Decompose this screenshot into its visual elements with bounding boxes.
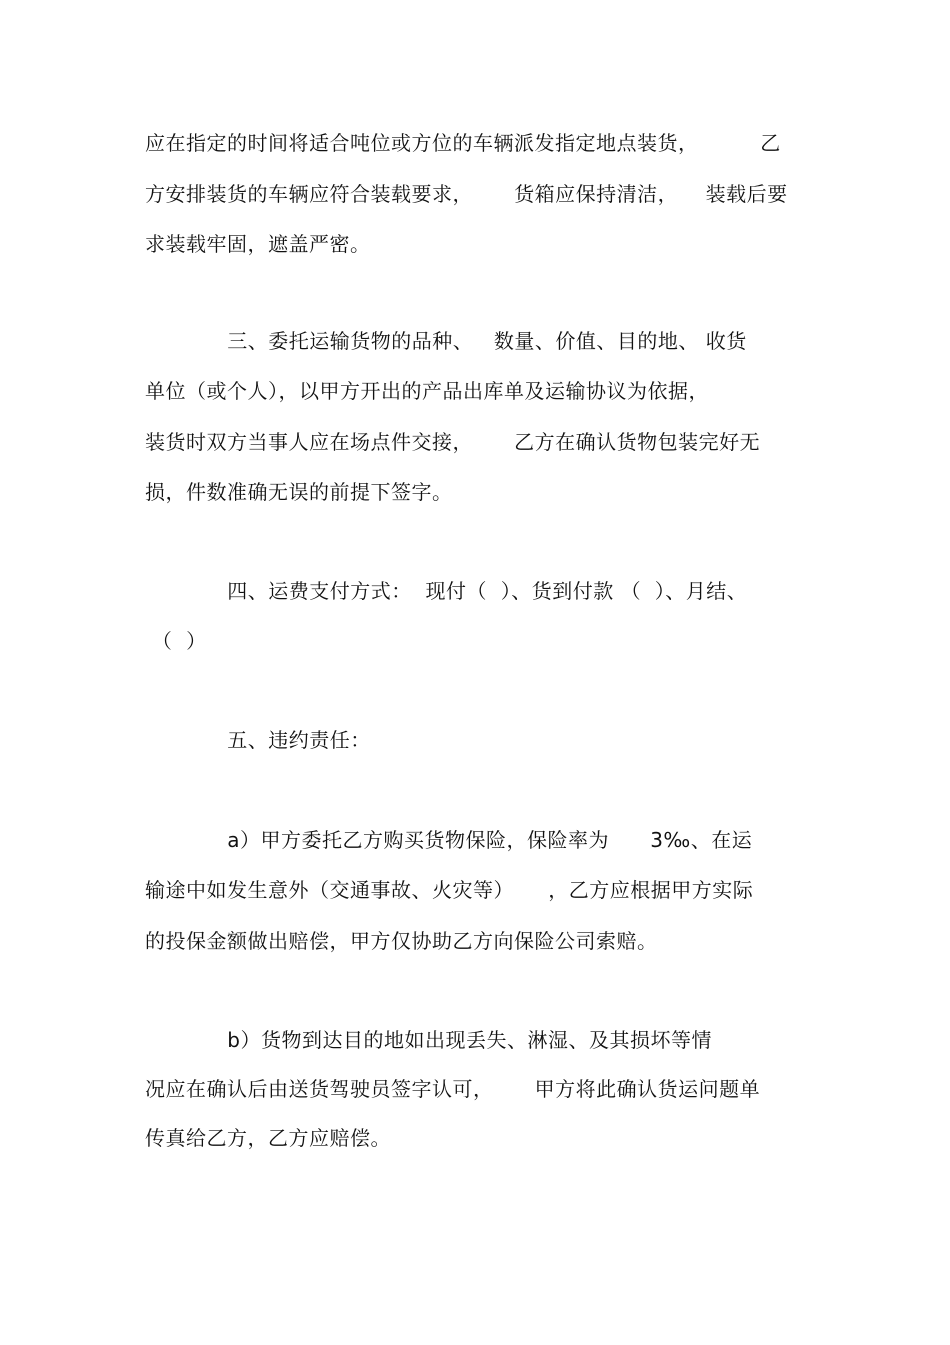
p5-line-3: 的投保金额做出赔偿，甲方仅协助乙方向保险公司索赔。 bbox=[145, 929, 658, 953]
p6-line-2: 况应在确认后由送货驾驶员签字认可， 甲方将此确认货运问题单 bbox=[145, 1077, 761, 1101]
p5-line-2: 输途中如发生意外（交通事故、火灾等） ，乙方应根据甲方实际 bbox=[145, 878, 754, 902]
p2-line-2: 单位（或个人），以甲方开出的产品出库单及运输协议为依据， bbox=[145, 379, 709, 403]
p5-line-1: a）甲方委托乙方购买货物保险，保险率为 3‰、在运 bbox=[145, 828, 753, 852]
p3-line-2: （ ） bbox=[145, 629, 207, 653]
p2-line-4: 损，件数准确无误的前提下签字。 bbox=[145, 480, 453, 504]
p6-line-3: 传真给乙方，乙方应赔偿。 bbox=[145, 1126, 391, 1150]
p6-line-1: b）货物到达目的地如出现丢失、淋湿、及其损坏等情 bbox=[145, 1028, 712, 1052]
p1-line-2: 方安排装货的车辆应符合装载要求， 货箱应保持清洁， 装载后要 bbox=[145, 182, 788, 206]
p2-line-3: 装货时双方当事人应在场点件交接， 乙方在确认货物包装完好无 bbox=[145, 430, 761, 454]
p3-line-1: 四、运费支付方式： 现付（ ）、货到付款 （ ）、月结、 bbox=[145, 579, 748, 603]
p1-line-1: 应在指定的时间将适合吨位或方位的车辆派发指定地点装货， 乙 bbox=[145, 131, 781, 155]
p4-line-1: 五、违约责任： bbox=[145, 728, 371, 752]
p2-line-1: 三、委托运输货物的品种、 数量、价值、目的地、 收货 bbox=[145, 329, 747, 353]
p1-line-3: 求装载牢固，遮盖严密。 bbox=[145, 232, 371, 256]
